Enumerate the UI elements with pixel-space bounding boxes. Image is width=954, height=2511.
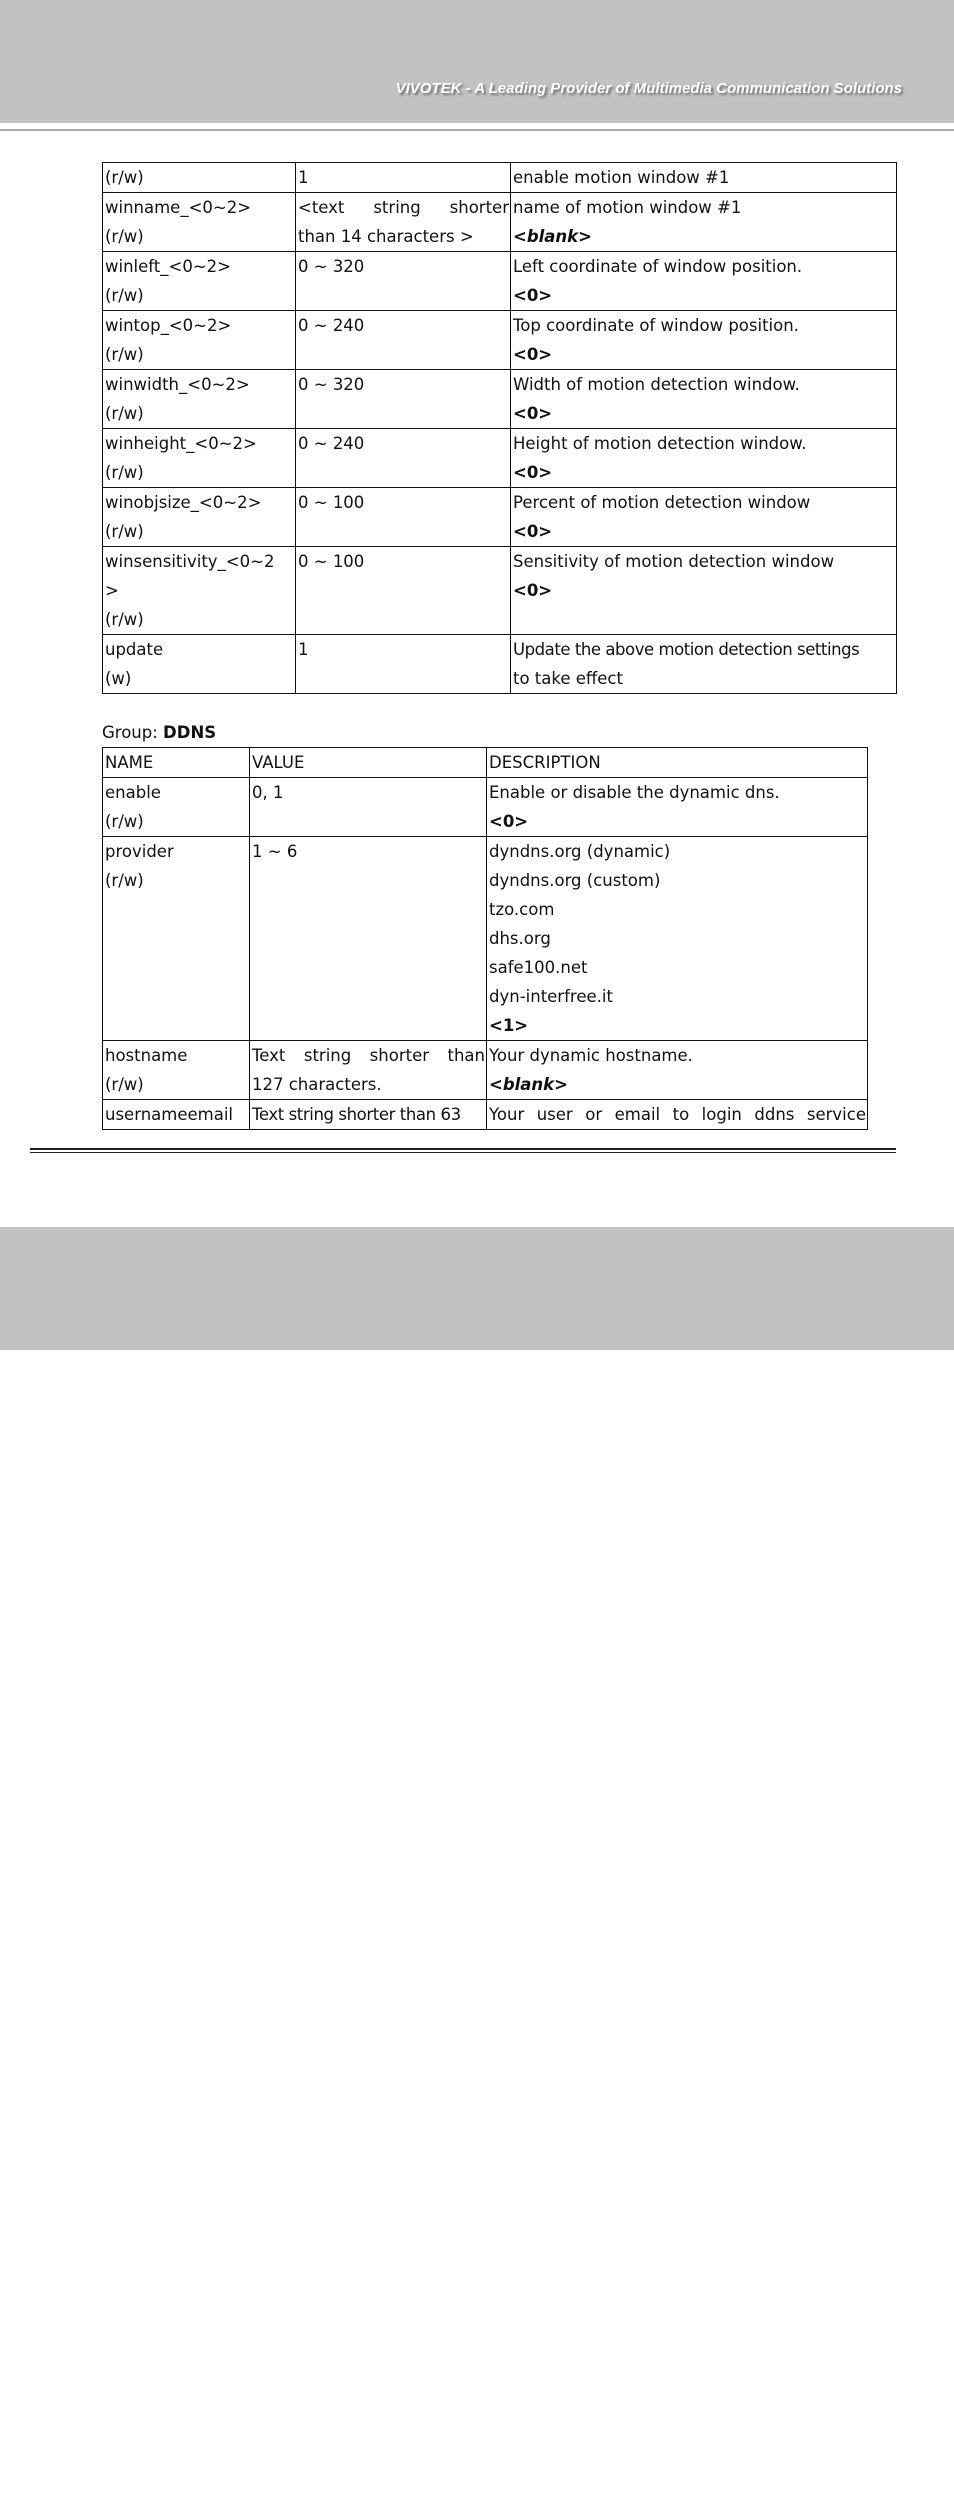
provider-option: dyndns.org (dynamic) xyxy=(489,842,671,861)
param-value-cell: 0 ~ 240 xyxy=(296,429,511,488)
table-row xyxy=(103,1100,868,1130)
default-value: <0> xyxy=(513,522,553,541)
param-description-cell: Your user or email to login ddns service xyxy=(487,1100,868,1130)
param-description-cell: enable motion window #1 xyxy=(511,163,897,193)
provider-option: dyn-interfree.it xyxy=(489,987,613,1006)
header-divider-bottom xyxy=(0,129,954,131)
provider-option: safe100.net xyxy=(489,958,588,977)
table-row xyxy=(103,163,897,193)
param-value-cell: <text string shorter than 14 characters > xyxy=(296,193,511,252)
param-description-cell: Height of motion detection window. <0> xyxy=(511,429,897,488)
header-title: VIVOTEK - A Leading Provider of Multimedia Communication Solutions xyxy=(395,80,902,97)
default-value: <blank> xyxy=(489,1075,568,1094)
default-value: <0> xyxy=(513,286,553,305)
default-value: <0> xyxy=(513,581,553,600)
provider-option: dhs.org xyxy=(489,929,551,948)
param-name-cell: hostname (r/w) xyxy=(103,1041,250,1100)
param-value-cell: 0 ~ 100 xyxy=(296,488,511,547)
param-value-cell: 1 xyxy=(296,635,511,694)
table-row xyxy=(103,252,897,311)
table-row xyxy=(103,311,897,370)
param-description-cell: Width of motion detection window. <0> xyxy=(511,370,897,429)
provider-option: dyndns.org (custom) xyxy=(489,871,661,890)
group-prefix: Group: xyxy=(102,723,164,742)
table-row xyxy=(103,429,897,488)
param-name-cell: usernameemail xyxy=(103,1100,250,1130)
param-description-cell: Update the above motion detection settings to take effect xyxy=(511,635,897,694)
param-name-cell: (r/w) xyxy=(103,163,296,193)
param-value-cell: 0 ~ 320 xyxy=(296,370,511,429)
param-name-cell: winname_<0~2> (r/w) xyxy=(103,193,296,252)
footer-divider-thin xyxy=(30,1152,896,1153)
default-value: <blank> xyxy=(513,227,592,246)
footer-divider-thick xyxy=(30,1148,896,1150)
param-value-cell: 0 ~ 320 xyxy=(296,252,511,311)
column-header-value: VALUE xyxy=(250,748,487,778)
table-row xyxy=(103,1041,868,1100)
param-description-cell xyxy=(487,837,868,1041)
header-divider-top xyxy=(0,123,954,128)
param-description-cell: Left coordinate of window position. <0> xyxy=(511,252,897,311)
param-value-cell: 0 ~ 240 xyxy=(296,311,511,370)
provider-option: tzo.com xyxy=(489,900,555,919)
param-description-cell: Sensitivity of motion detection window <0> xyxy=(511,547,897,635)
default-value: <0> xyxy=(489,812,529,831)
column-header-description: DESCRIPTION xyxy=(487,748,868,778)
param-value-cell: Text string shorter than 127 characters. xyxy=(250,1041,487,1100)
param-description-cell: Enable or disable the dynamic dns. <0> xyxy=(487,778,868,837)
param-name-cell: winheight_<0~2> (r/w) xyxy=(103,429,296,488)
param-description-cell: Your dynamic hostname. <blank> xyxy=(487,1041,868,1100)
param-value-cell: Text string shorter than 63 xyxy=(250,1100,487,1130)
table-row xyxy=(103,837,868,1041)
table-row xyxy=(103,488,897,547)
param-name-cell: winleft_<0~2> (r/w) xyxy=(103,252,296,311)
default-value: <0> xyxy=(513,404,553,423)
table-row xyxy=(103,635,897,694)
param-name-cell: provider (r/w) xyxy=(103,837,250,1041)
default-value: <0> xyxy=(513,463,553,482)
param-name-cell: enable (r/w) xyxy=(103,778,250,837)
default-value: <1> xyxy=(489,1016,529,1035)
motion-parameters-table xyxy=(102,162,897,694)
param-name-cell: winobjsize_<0~2> (r/w) xyxy=(103,488,296,547)
page-number: User's Manual - 62 xyxy=(755,2489,914,2510)
table-row xyxy=(103,547,897,635)
param-description-cell: Top coordinate of window position. <0> xyxy=(511,311,897,370)
group-label-ddns xyxy=(102,719,216,747)
table-header-row xyxy=(103,748,868,778)
param-value-cell: 0 ~ 100 xyxy=(296,547,511,635)
param-name-cell: winwidth_<0~2> (r/w) xyxy=(103,370,296,429)
column-header-name: NAME xyxy=(103,748,250,778)
param-value-cell: 1 xyxy=(296,163,511,193)
param-name-cell: update (w) xyxy=(103,635,296,694)
page-footer xyxy=(0,1227,954,2510)
table-row xyxy=(103,778,868,837)
param-description-cell: name of motion window #1 <blank> xyxy=(511,193,897,252)
param-name-cell: wintop_<0~2> (r/w) xyxy=(103,311,296,370)
param-value-cell: 0, 1 xyxy=(250,778,487,837)
default-value: <0> xyxy=(513,345,553,364)
ddns-parameters-table xyxy=(102,747,868,1130)
param-name-cell: winsensitivity_<0~2 > (r/w) xyxy=(103,547,296,635)
group-name: DDNS xyxy=(163,723,217,742)
param-description-cell: Percent of motion detection window <0> xyxy=(511,488,897,547)
page-header xyxy=(0,0,954,123)
table-row xyxy=(103,193,897,252)
table-row xyxy=(103,370,897,429)
param-value-cell: 1 ~ 6 xyxy=(250,837,487,1041)
